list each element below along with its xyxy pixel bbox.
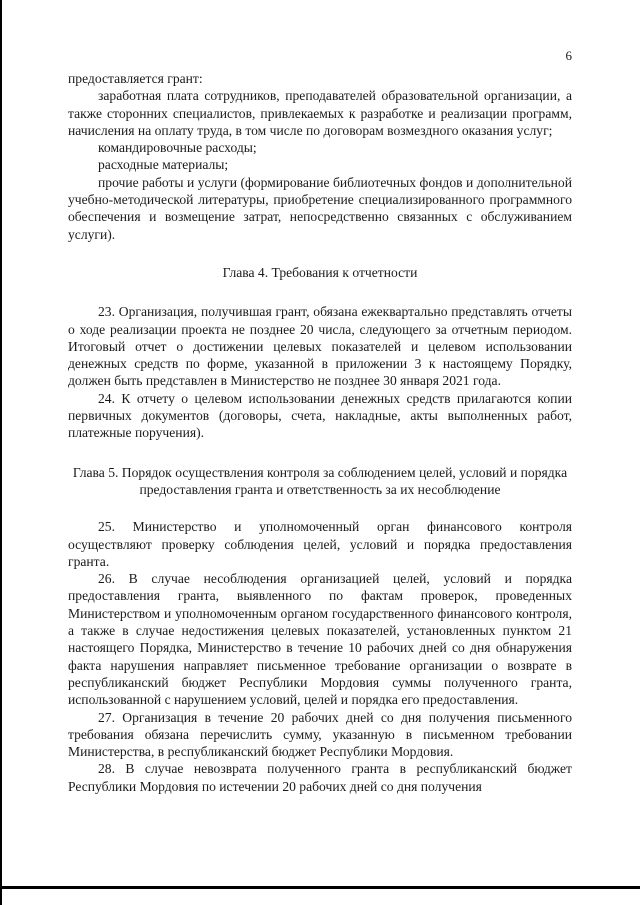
scan-bottom-edge <box>0 886 640 889</box>
paragraph-27: 27. Организация в течение 20 рабочих дней со дня получения письменного требования обязана перечислить сумму, указанную в письменном требовании Министерства, в республиканский бюджет Республики Мордовия. <box>68 709 572 760</box>
paragraph-24: 24. К отчету о целевом использовании денежных средств прилагаются копии первичных документов (договоры, счета, накладные, акты выполненных работ, платежные поручения). <box>68 390 572 441</box>
chapter-4-heading: Глава 4. Требования к отчетности <box>222 264 418 280</box>
paragraph-materials: расходные материалы; <box>98 157 229 173</box>
paragraph-26: 26. В случае несоблюдения организацией целей, условий и порядка предоставления гранта, выявленного по фактам проверок, проведенных Министерством и уполномоченным органом государственного финансового контроля, а также в случае недостижения целевых показателей, установленных пунктом 21 настоящего Порядка, Министерство в течение 10 рабочих дней со дня обнаружения факта нарушения направляет письменное требование организации о возврате в республиканский бюджет Республики Мордовия суммы полученного гранта, использованной с нарушением условий, целей и порядка его предоставления. <box>68 571 572 708</box>
scan-left-edge <box>0 0 2 905</box>
paragraph-salary: заработная плата сотрудников, преподавателей образовательной организации, а также сторонних специалистов, привлекаемых к разработке и реализации программ, начисления на оплату труда, в том числе по договорам возмездного оказания услуг; <box>68 88 572 138</box>
paragraph-25: 25. Министерство и уполномоченный орган финансового контроля осуществляют проверку соблюдения целей, условий и порядка предоставления гранта. <box>68 519 572 569</box>
chapter-5-heading: Глава 5. Порядок осуществления контроля за соблюдением целей, условий и порядка предоставления гранта и ответственность за их несоблюдение <box>72 464 568 497</box>
paragraph-other-services: прочие работы и услуги (формирование библиотечных фондов и дополнительной учебно-методической литературы, приобретение специализированного программного обеспечения и возмещение затрат, непосредственно связанных с обслуживанием услуги). <box>68 174 572 242</box>
paragraph-23: 23. Организация, получившая грант, обязана ежеквартально представлять отчеты о ходе реализации проекта не позднее 20 числа, следующего за отчетным периодом. Итоговый отчет о достижении целевых показателей и целевом использовании денежных средств по форме, указанной в приложении 3 к настоящему Порядку, должен быть представлен в Министерство не позднее 30 января 2021 года. <box>68 304 572 389</box>
paragraph-list-continuation: предоставляется грант: <box>68 71 203 86</box>
page-number: 6 <box>565 48 572 63</box>
paragraph-travel: командировочные расходы; <box>98 140 257 156</box>
paragraph-28: 28. В случае невозврата полученного гранта в республиканский бюджет Республики Мордовия по истечении 20 рабочих дней со дня получения <box>68 761 572 794</box>
document-body <box>68 70 572 795</box>
